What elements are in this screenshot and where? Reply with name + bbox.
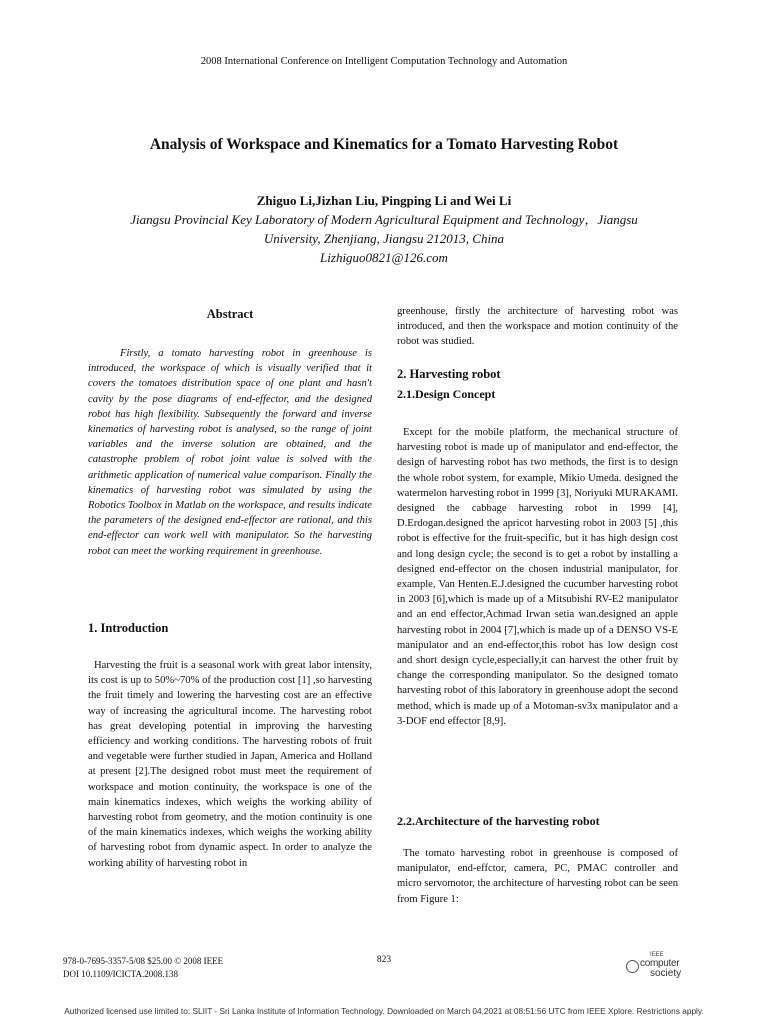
section-1-text: Harvesting the fruit is a seasonal work with great labor intensity, its cost is up to 50%~70% of the production cost [1] ,so harvesting the fruit timely and lowering the harvesting cost are an effective way of increasing the agricultural income. The harvesting robot has great developing potential in improving the harvesting efficiency and working conditions. The harvesting robots of fruit and vegetable were further studied in Japan, America and Holland at present [2].The designed robot must meet the requirement of workspace and motion continuity, the workspace is one of the main kinematics indexes, which weighs the working ability of harvesting robot from geometry, and the motion continuity is one of the main kinematics indexes, which weighs the working ability of harvesting robot from dynamic aspect. In order to analyze the working ability of harvesting robot in — [88, 660, 372, 869]
section-2-1-heading: 2.1.Design Concept — [397, 387, 496, 401]
logo-line-2: society — [650, 968, 682, 979]
section-2-2-text: The tomato harvesting robot in greenhouse is composed of manipulator, end-effctor, camera, PC, PMAC controller and micro servomotor, the architecture of harvesting robot can be seen from Figure 1: — [397, 848, 678, 905]
affiliation — [60, 210, 708, 267]
paper-title: Analysis of Workspace and Kinematics for a Tomato Harvesting Robot — [149, 136, 619, 153]
license-notice: Authorized licensed use limited to: SLIIT - Sri Lanka Institute of Information Technology. Downloaded on March 04,2021 at 08:51:56 UTC from IEEE Xplore. Restrictions apply. — [64, 1006, 704, 1016]
abstract-text: Firstly, a tomato harvesting robot in greenhouse is introduced, the workspace of which is visually verified that it covers the tomatoes distribution space of one plant and hasn't cavity by the pose diagrams of end-effector, and the designed robot has high flexibility. Subsequently the forward and inverse kinematics of harvesting robot is analysed, so the range of joint variables and the inverse solution are obtained, and the catastrophe problem of robot joint value is solved with the arithmetic application of numerical value comparison. Finally the kinematics of harvesting robot was simulated by using the Robotics Toolbox in Matlab on the workspace, and results indicate the parameters of the designed end-effector are rational, and this end-effector can work well with manipulator. So the harvesting robot can meet the working requirement in greenhouse. — [88, 348, 372, 557]
globe-icon — [626, 960, 639, 973]
section-1-heading: 1. Introduction — [88, 621, 169, 635]
affiliation-line-2: University, Zhenjiang, Jiangsu 212013, China — [263, 231, 505, 246]
footer-doi: DOI 10.1109/ICICTA.2008.138 — [63, 969, 178, 979]
section-1-continued-text: greenhouse, firstly the architecture of harvesting robot was introduced, and then the workspace and motion continuity of the robot was studied. — [397, 306, 678, 348]
abstract-heading: Abstract — [206, 307, 254, 321]
section-2-2-heading: 2.2.Architecture of the harvesting robot — [397, 814, 600, 828]
footer-isbn: 978-0-7695-3357-5/08 $25.00 © 2008 IEEE — [63, 956, 224, 966]
logo-ieee-text: IEEE — [650, 952, 664, 958]
section-2-heading: 2. Harvesting robot — [397, 367, 501, 381]
conference-header: 2008 International Conference on Intelligent Computation Technology and Automation — [200, 56, 568, 67]
page-number: 823 — [376, 955, 392, 965]
ieee-computer-society-logo — [626, 952, 696, 982]
authors: Zhiguo Li,Jizhan Liu, Pingping Li and Wei Li — [256, 193, 512, 208]
author-email: Lizhiguo0821@126.com — [320, 250, 448, 265]
affiliation-line-1: Jiangsu Provincial Key Laboratory of Modern Agricultural Equipment and Technology，Jiangsu — [130, 212, 638, 227]
section-2-1-text: Except for the mobile platform, the mechanical structure of harvesting robot is made up of manipulator and end-effector, the design of harvesting robot has two methods, the first is to design the whole robot system, for example, Mikio Umeda. designed the watermelon harvesting robot in 1999 [3], Noriyuki MURAKAMI. designed the cabbage harvesting robot in 1999 [4], D.Erdogan.designed the apricot harvesting robot in 2003 [5] ,this robot is effective for the fruit-specific, but it has high design cost and long design cycle; the second is to get a robot by installing a designed end-effector on the chosen industrial manipulator, for example, Van Henten.E.J.designed the cucumber harvesting robot in 2003 [6],which is made up of a Mitsubishi RV-E2 manipulator and an end effector,Achmad Irwan setia wan.designed an apple harvesting robot in 2004 [7],which is made up of a DENSO VS-E manipulator and an end-effector,this robot has low design cost and short design cycle,especially,it can harvest the other fruit by change the corresponding manipulator. So the designed tomato harvesting robot of this laboratory in greenhouse adopt the second method, which is made up of a Motoman-sv3x manipulator and a 3-DOF end effector [8,9]. — [397, 427, 678, 727]
logo-line-1: computer — [640, 958, 680, 969]
footer-publication-info — [63, 955, 223, 981]
